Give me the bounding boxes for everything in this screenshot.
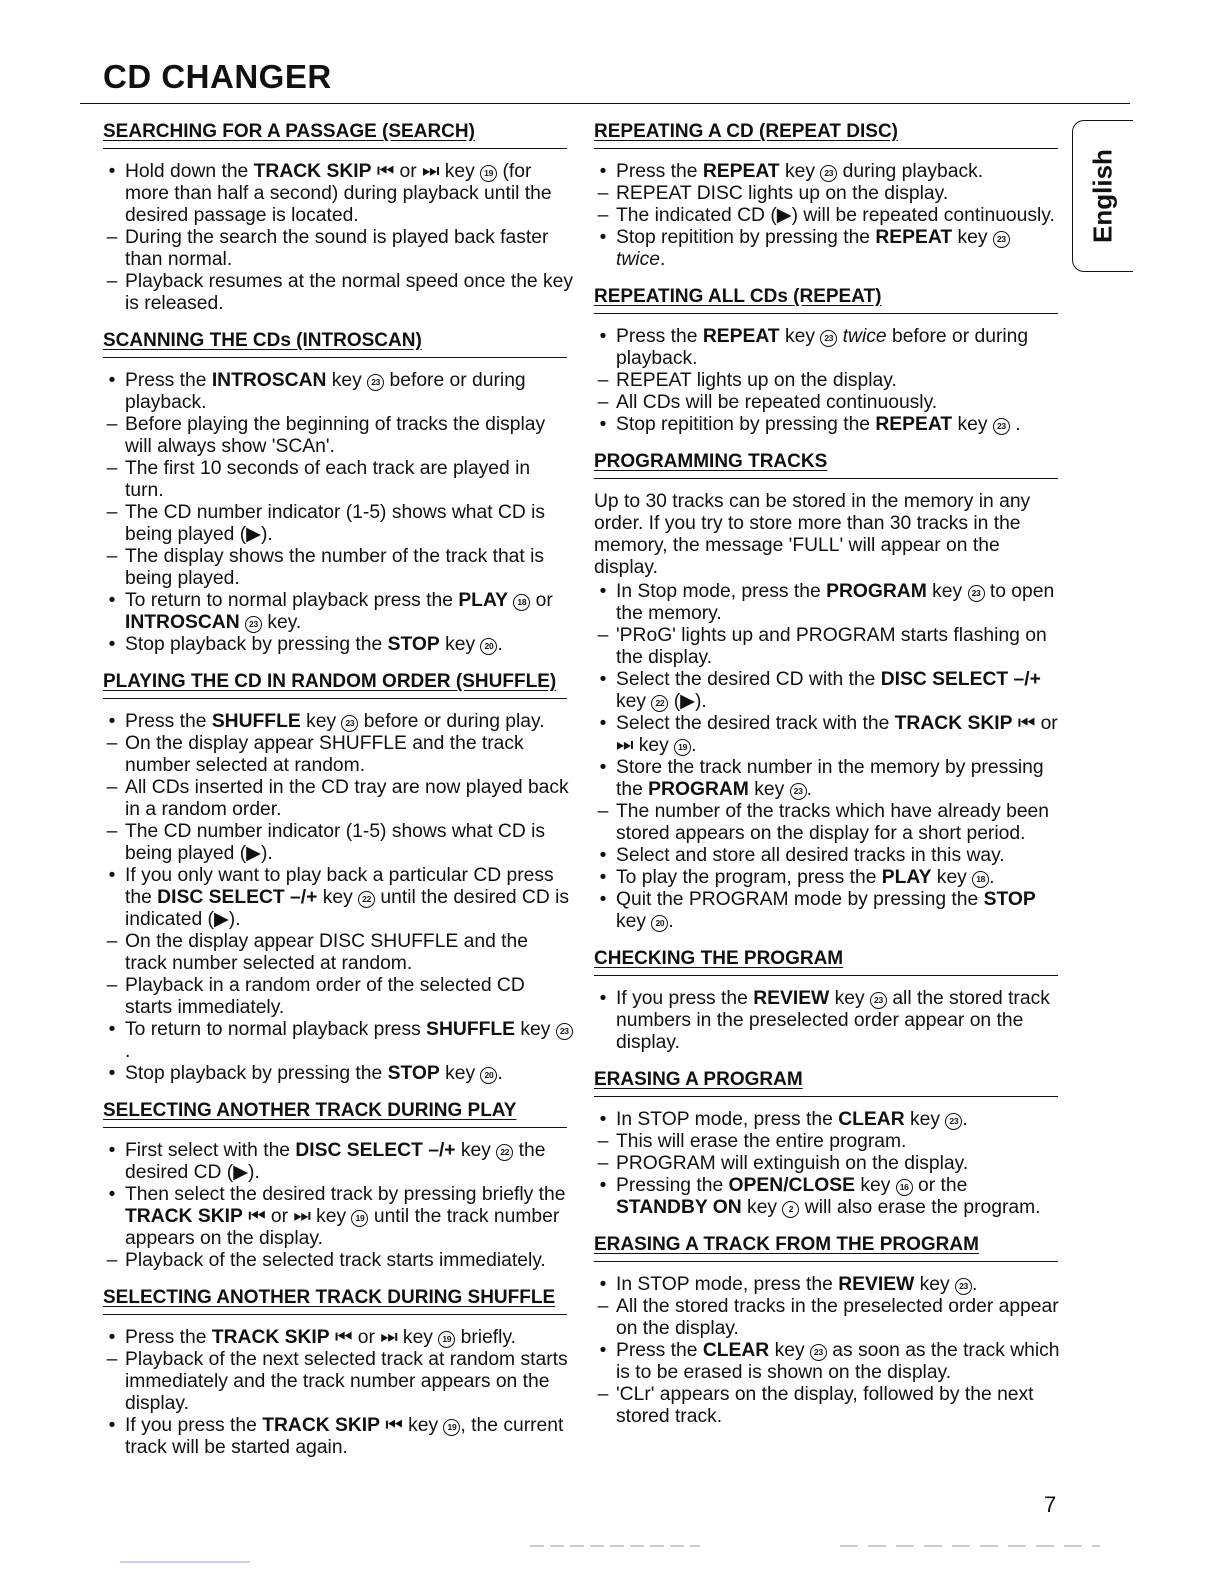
- instruction-list: [594, 1274, 1064, 1428]
- instruction-result: [103, 975, 573, 1019]
- list-text: Before playing the beginning of tracks the display will always show 'SCAn'.: [125, 414, 546, 457]
- key-number-badge: 20: [651, 915, 668, 932]
- instruction-result: [103, 414, 573, 458]
- list-text: Then select the desired track by pressing briefly the TRACK SKIP ⏮ or ⏭ key 19 until the track number appears on the display.: [125, 1184, 566, 1249]
- section-heading: PROGRAMMING TRACKS: [594, 450, 1058, 479]
- section-intro: Up to 30 tracks can be stored in the memory in any order. If you try to store more than 30 tracks in the memory, the message 'FULL' will appear on the display.: [594, 491, 1031, 578]
- instruction-list: [594, 988, 1064, 1054]
- list-marker: –: [106, 1349, 118, 1370]
- list-text: If you press the REVIEW key 23 all the stored track numbers in the preselected order appear on the display.: [616, 988, 1050, 1053]
- list-marker: •: [599, 1175, 607, 1196]
- section-checking-the-program: [594, 947, 1064, 1054]
- list-marker: –: [597, 1384, 609, 1405]
- instruction-result: [103, 502, 573, 546]
- instruction-step: [103, 865, 573, 931]
- key-number-badge: 23: [367, 374, 384, 391]
- list-text: Quit the PROGRAM mode by pressing the STOP key 20 .: [616, 889, 1036, 932]
- list-marker: •: [108, 1184, 116, 1205]
- list-text: Select the desired CD with the DISC SELECT –/+ key 22 (▶).: [616, 669, 1041, 712]
- list-text: On the display appear DISC SHUFFLE and the track number selected at random.: [125, 931, 528, 974]
- list-text: In STOP mode, press the CLEAR key 23 .: [616, 1109, 968, 1130]
- instruction-result: [103, 777, 573, 821]
- list-marker: –: [106, 777, 118, 798]
- section-searching-for-a-passage-search: [103, 120, 573, 315]
- instruction-result: [594, 183, 1064, 205]
- instruction-result: [103, 458, 573, 502]
- section-heading: REPEATING ALL CDs (REPEAT): [594, 285, 1058, 314]
- instruction-step: [103, 1063, 573, 1085]
- list-text: In Stop mode, press the PROGRAM key 23 to open the memory.: [616, 581, 1055, 624]
- instruction-list: [594, 161, 1064, 271]
- list-marker: •: [108, 370, 116, 391]
- list-text: The CD number indicator (1-5) shows what CD is being played (▶).: [125, 821, 546, 864]
- language-tab: [1072, 120, 1133, 272]
- list-marker: •: [599, 988, 607, 1009]
- instruction-step: [103, 1140, 573, 1184]
- list-text: Stop repitition by pressing the REPEAT key 23 twice.: [616, 227, 1010, 270]
- list-marker: •: [599, 867, 607, 888]
- instruction-result: [594, 1131, 1064, 1153]
- instruction-result: [103, 931, 573, 975]
- instruction-result: [103, 271, 573, 315]
- key-number-badge: 22: [358, 891, 375, 908]
- list-text: Select the desired track with the TRACK SKIP ⏮ or ⏭ key 19 .: [616, 713, 1058, 756]
- instruction-result: [594, 801, 1064, 845]
- instruction-result: [594, 205, 1064, 227]
- key-number-badge: 23: [945, 1113, 962, 1130]
- list-marker: –: [106, 458, 118, 479]
- title-rule: [80, 103, 1130, 104]
- list-marker: –: [106, 502, 118, 523]
- key-number-badge: 23: [245, 616, 262, 633]
- list-text: To return to normal playback press the PLAY 18 or INTROSCAN 23 key.: [125, 590, 553, 633]
- instruction-step: [594, 845, 1064, 867]
- list-marker: •: [599, 414, 607, 435]
- section-programming-tracks: [594, 450, 1064, 933]
- list-marker: •: [108, 1019, 116, 1040]
- section-heading: SEARCHING FOR A PASSAGE (SEARCH): [103, 120, 567, 149]
- key-number-badge: 19: [351, 1210, 368, 1227]
- instruction-step: [594, 227, 1064, 271]
- key-number-badge: 23: [955, 1278, 972, 1295]
- list-text: The CD number indicator (1-5) shows what CD is being played (▶).: [125, 502, 546, 545]
- list-text: Playback of the next selected track at random starts immediately and the track number appears on the display.: [125, 1349, 568, 1414]
- list-marker: •: [599, 713, 607, 734]
- list-marker: –: [106, 1250, 118, 1271]
- key-number-badge: 23: [341, 715, 358, 732]
- instruction-step: [594, 1175, 1064, 1219]
- list-text: This will erase the entire program.: [616, 1131, 907, 1152]
- key-number-badge: 23: [870, 992, 887, 1009]
- instruction-step: [103, 1327, 573, 1349]
- instruction-step: [103, 1019, 573, 1063]
- instruction-result: [103, 821, 573, 865]
- section-heading: SELECTING ANOTHER TRACK DURING PLAY: [103, 1099, 567, 1128]
- list-marker: •: [108, 161, 116, 182]
- instruction-step: [594, 669, 1064, 713]
- list-text: The number of the tracks which have already been stored appears on the display for a short period.: [616, 801, 1049, 844]
- list-text: On the display appear SHUFFLE and the track number selected at random.: [125, 733, 524, 776]
- list-marker: –: [106, 414, 118, 435]
- list-marker: –: [597, 205, 609, 226]
- section-heading: SCANNING THE CDs (INTROSCAN): [103, 329, 567, 358]
- list-text: To play the program, press the PLAY key 18 .: [616, 867, 995, 888]
- section-playing-the-cd-in-random-order-shuffle: [103, 670, 573, 1085]
- list-marker: –: [106, 975, 118, 996]
- key-number-badge: 19: [438, 1331, 455, 1348]
- list-text: In STOP mode, press the REVIEW key 23 .: [616, 1274, 978, 1295]
- list-text: If you only want to play back a particular CD press the DISC SELECT –/+ key 22 until the desired CD is indicated (▶).: [125, 865, 570, 930]
- instruction-step: [594, 414, 1064, 436]
- page-number: 7: [1044, 1492, 1057, 1517]
- list-marker: –: [597, 370, 609, 391]
- list-marker: –: [597, 392, 609, 413]
- instruction-step: [103, 1184, 573, 1250]
- list-marker: –: [597, 1153, 609, 1174]
- instruction-step: [594, 988, 1064, 1054]
- instruction-result: [103, 733, 573, 777]
- list-text: Hold down the TRACK SKIP ⏮ or ⏭ key 19 (for more than half a second) during playback until the desired passage is located.: [125, 161, 552, 226]
- list-marker: •: [599, 845, 607, 866]
- page-title: CD CHANGER: [103, 58, 332, 95]
- instruction-result: [594, 1384, 1064, 1428]
- instruction-result: [594, 370, 1064, 392]
- key-number-badge: 23: [993, 418, 1010, 435]
- instruction-step: [594, 1109, 1064, 1131]
- list-marker: •: [599, 757, 607, 778]
- list-text: During the search the sound is played back faster than normal.: [125, 227, 549, 270]
- section-repeating-a-cd-repeat-disc: [594, 120, 1064, 271]
- instruction-step: [594, 757, 1064, 801]
- instruction-step: [594, 161, 1064, 183]
- list-text: Press the SHUFFLE key 23 before or during play.: [125, 711, 545, 732]
- key-number-badge: 18: [972, 871, 989, 888]
- list-text: REPEAT DISC lights up on the display.: [616, 183, 949, 204]
- section-scanning-the-cds-introscan: [103, 329, 573, 656]
- list-marker: –: [597, 1131, 609, 1152]
- list-text: Select and store all desired tracks in this way.: [616, 845, 1005, 866]
- instruction-step: [594, 326, 1064, 370]
- instruction-result: [594, 625, 1064, 669]
- list-text: If you press the TRACK SKIP ⏮ key 19 , the current track will be started again.: [125, 1415, 564, 1458]
- list-marker: •: [108, 1327, 116, 1348]
- instruction-list: [103, 711, 573, 1085]
- section-heading: ERASING A PROGRAM: [594, 1068, 1058, 1097]
- instruction-step: [594, 581, 1064, 625]
- list-text: Stop repitition by pressing the REPEAT key 23 .: [616, 414, 1021, 435]
- list-marker: –: [106, 821, 118, 842]
- list-text: REPEAT lights up on the display.: [616, 370, 897, 391]
- list-marker: –: [597, 801, 609, 822]
- list-text: Playback of the selected track starts immediately.: [125, 1250, 546, 1271]
- instruction-step: [103, 161, 573, 227]
- list-marker: •: [599, 1340, 607, 1361]
- instruction-result: [103, 546, 573, 590]
- list-text: The indicated CD (▶) will be repeated continuously.: [616, 205, 1055, 226]
- instruction-list: [594, 581, 1064, 933]
- instruction-result: [594, 392, 1064, 414]
- instruction-step: [103, 711, 573, 733]
- list-text: Press the REPEAT key 23 twice before or during playback.: [616, 326, 1029, 369]
- list-marker: –: [597, 183, 609, 204]
- section-heading: ERASING A TRACK FROM THE PROGRAM: [594, 1233, 1058, 1262]
- list-marker: •: [108, 1140, 116, 1161]
- list-marker: •: [599, 889, 607, 910]
- section-heading: SELECTING ANOTHER TRACK DURING SHUFFLE: [103, 1286, 567, 1315]
- instruction-list: [103, 370, 573, 656]
- key-number-badge: 23: [968, 585, 985, 602]
- instruction-list: [594, 326, 1064, 436]
- list-marker: •: [108, 1063, 116, 1084]
- key-number-badge: 16: [896, 1179, 913, 1196]
- instruction-list: [103, 1327, 573, 1459]
- instruction-step: [103, 590, 573, 634]
- list-text: 'CLr' appears on the display, followed by the next stored track.: [616, 1384, 1034, 1427]
- section-selecting-another-track-during-shuffle: [103, 1286, 573, 1459]
- instruction-list: [103, 161, 573, 315]
- list-marker: •: [599, 581, 607, 602]
- list-text: 'PRoG' lights up and PROGRAM starts flashing on the display.: [616, 625, 1047, 668]
- list-marker: –: [106, 227, 118, 248]
- key-number-badge: 23: [820, 165, 837, 182]
- key-number-badge: 19: [674, 739, 691, 756]
- section-heading: CHECKING THE PROGRAM: [594, 947, 1058, 976]
- list-marker: •: [599, 326, 607, 347]
- instruction-result: [594, 1153, 1064, 1175]
- instruction-result: [103, 227, 573, 271]
- key-number-badge: 22: [651, 695, 668, 712]
- list-text: Pressing the OPEN/CLOSE key 16 or the STANDBY ON key 2 will also erase the program.: [616, 1175, 1041, 1218]
- section-heading: PLAYING THE CD IN RANDOM ORDER (SHUFFLE): [103, 670, 567, 699]
- list-text: Stop playback by pressing the STOP key 20 .: [125, 1063, 503, 1084]
- list-marker: –: [106, 931, 118, 952]
- list-marker: –: [106, 271, 118, 292]
- instruction-step: [594, 867, 1064, 889]
- list-marker: –: [106, 733, 118, 754]
- language-tab-label: English: [1087, 149, 1118, 243]
- list-text: Press the REPEAT key 23 during playback.: [616, 161, 984, 182]
- key-number-badge: 2: [782, 1201, 799, 1218]
- list-text: Press the CLEAR key 23 as soon as the track which is to be erased is shown on the display.: [616, 1340, 1060, 1383]
- instruction-list: [594, 1109, 1064, 1219]
- list-text: Press the TRACK SKIP ⏮ or ⏭ key 19 briefly.: [125, 1327, 517, 1348]
- list-marker: –: [597, 625, 609, 646]
- key-number-badge: 23: [820, 330, 837, 347]
- section-repeating-all-cds-repeat: [594, 285, 1064, 436]
- list-marker: –: [597, 1296, 609, 1317]
- list-marker: •: [599, 1274, 607, 1295]
- list-text: The display shows the number of the track that is being played.: [125, 546, 545, 589]
- list-marker: •: [599, 227, 607, 248]
- key-number-badge: 20: [480, 638, 497, 655]
- list-marker: •: [108, 1415, 116, 1436]
- list-text: Stop playback by pressing the STOP key 20 .: [125, 634, 503, 655]
- key-number-badge: 23: [556, 1023, 573, 1040]
- list-marker: •: [108, 590, 116, 611]
- list-marker: •: [599, 161, 607, 182]
- section-erasing-a-program: [594, 1068, 1064, 1219]
- instruction-step: [103, 1415, 573, 1459]
- instruction-result: [594, 1296, 1064, 1340]
- list-text: All CDs inserted in the CD tray are now played back in a random order.: [125, 777, 569, 820]
- instruction-step: [594, 713, 1064, 757]
- list-text: First select with the DISC SELECT –/+ key 22 the desired CD (▶).: [125, 1140, 546, 1183]
- list-text: PROGRAM will extinguish on the display.: [616, 1153, 969, 1174]
- key-number-badge: 18: [513, 594, 530, 611]
- instruction-result: [103, 1250, 573, 1272]
- key-number-badge: 20: [480, 1067, 497, 1084]
- instruction-list: [103, 1140, 573, 1272]
- instruction-step: [103, 370, 573, 414]
- list-text: The first 10 seconds of each track are played in turn.: [125, 458, 531, 501]
- key-number-badge: 23: [810, 1344, 827, 1361]
- scan-artifacts: [0, 1540, 1224, 1580]
- list-text: Press the INTROSCAN key 23 before or during playback.: [125, 370, 526, 413]
- key-number-badge: 23: [993, 231, 1010, 248]
- section-heading: REPEATING A CD (REPEAT DISC): [594, 120, 1058, 149]
- instruction-step: [594, 889, 1064, 933]
- list-text: Playback resumes at the normal speed once the key is released.: [125, 271, 573, 314]
- list-text: To return to normal playback press SHUFFLE key 23.: [125, 1019, 573, 1062]
- list-marker: •: [108, 865, 116, 886]
- key-number-badge: 23: [790, 783, 807, 800]
- key-number-badge: 19: [443, 1419, 460, 1436]
- instruction-step: [594, 1274, 1064, 1296]
- section-selecting-another-track-during-play: [103, 1099, 573, 1272]
- list-text: All the stored tracks in the preselected order appear on the display.: [616, 1296, 1059, 1339]
- list-text: All CDs will be repeated continuously.: [616, 392, 938, 413]
- section-erasing-a-track-from-the-program: [594, 1233, 1064, 1428]
- right-column: [594, 120, 1064, 1442]
- list-marker: •: [108, 634, 116, 655]
- instruction-step: [103, 634, 573, 656]
- key-number-badge: 22: [496, 1144, 513, 1161]
- instruction-step: [594, 1340, 1064, 1384]
- list-text: Playback in a random order of the selected CD starts immediately.: [125, 975, 525, 1018]
- left-column: [103, 120, 573, 1473]
- list-marker: •: [599, 669, 607, 690]
- instruction-result: [103, 1349, 573, 1415]
- list-marker: •: [599, 1109, 607, 1130]
- list-marker: –: [106, 546, 118, 567]
- key-number-badge: 19: [480, 165, 497, 182]
- list-text: Store the track number in the memory by pressing the PROGRAM key 23 .: [616, 757, 1044, 800]
- list-marker: •: [108, 711, 116, 732]
